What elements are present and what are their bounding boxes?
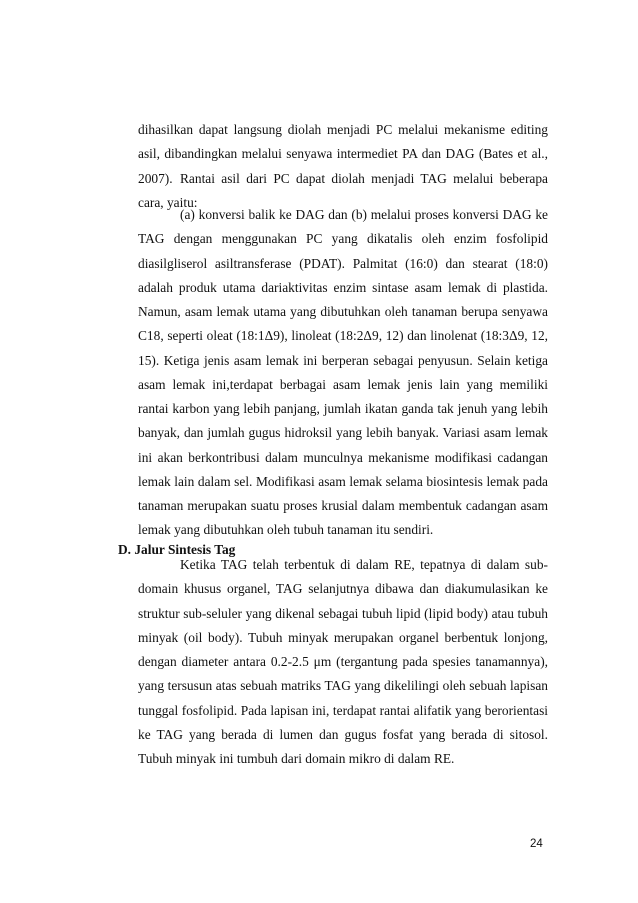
paragraph-fatty-acids: (a) konversi balik ke DAG dan (b) melalui proses konversi DAG ke TAG dengan menggunakan PC yang dikatalis oleh enzim fosfolipid diasilgliserol asiltransferase (PDAT). Palmitat (16:0) dan stearat (18:0) adalah produk utama dariaktivitas enzim sintase asam lemak di plastida. Namun, asam lemak utama yang dibutuhkan oleh tanaman berupa senyawa C18, seperti oleat (18:1Δ9), linoleat (18:2Δ9, 12) dan linolenat (18:3Δ9, 12, 15). Ketiga jenis asam lemak ini berperan sebagai penyusun. Selain ketiga asam lemak ini,terdapat berbagai asam lemak jenis lain yang memiliki rantai karbon yang lebih panjang, jumlah ikatan ganda tak jenuh yang lebih banyak, dan jumlah gugus hidroksil yang lebih banyak. Variasi asam lemak ini akan berkontribusi dalam munculnya mekanisme modifikasi cadangan lemak lain dalam sel. Modifikasi asam lemak selama biosintesis lemak pada tanaman merupakan suatu proses krusial dalam membentuk cadangan asam lemak yang dibutuhkan oleh tubuh tanaman itu sendiri.	[138, 207, 548, 538]
section-heading: D. Jalur Sintesis Tag	[118, 542, 236, 557]
paragraph-acyl-chain: Rantai asil dari PC dapat diolah menjadi TAG melalui beberapa cara, yaitu:	[138, 170, 548, 210]
page-number: 24	[530, 838, 543, 850]
paragraph-tag-pathway: Ketika TAG telah terbentuk di dalam RE, tepatnya di dalam sub-domain khusus organel, TAG selanjutnya dibawa dan diakumulasikan ke struktur sub-seluler yang dikenal sebagai tubuh lipid (lipid body) atau tubuh minyak (oil body). Tubuh minyak merupakan organel berbentuk lonjong, dengan diameter antara 0.2-2.5 μm (tergantung pada spesies tanamannya), yang tersusun atas sebuah matriks TAG yang dikelilingi oleh sebuah lapisan tunggal fosfolipid. Pada lapisan ini, terdapat rantai alifatik yang berorientasi ke TAG yang berada di lumen dan gugus fosfat yang berada di sitosol. Tubuh minyak ini tumbuh dari domain mikro di dalam RE.	[138, 557, 548, 766]
paragraph-continuation: dihasilkan dapat langsung diolah menjadi PC melalui mekanisme editing asil, dibandingkan melalui senyawa intermediet PA dan DAG (Bates et al., 2007).	[138, 122, 548, 186]
